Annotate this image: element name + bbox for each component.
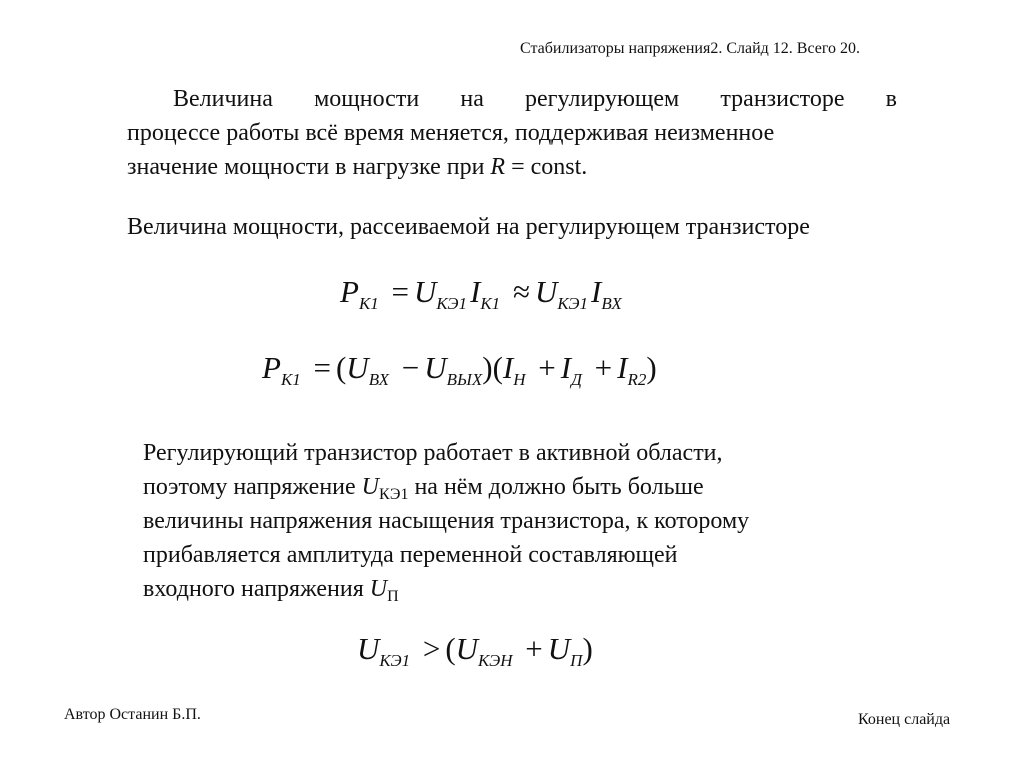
f2-minus: − <box>401 350 420 385</box>
ripple-voltage-variable: U <box>369 576 388 602</box>
f2-P: P <box>262 350 281 385</box>
end-of-slide-label: Конец слайда <box>858 711 951 728</box>
f1-U2-sub: КЭ1 <box>557 294 589 313</box>
f2-eq: = <box>313 350 331 385</box>
voltage-variable: U <box>361 474 380 500</box>
f1-eq: = <box>391 274 409 309</box>
f3-U2: U <box>455 631 479 666</box>
f2-I1-sub: Н <box>513 370 526 389</box>
f3-lparen: ( <box>445 631 456 666</box>
paragraph3-line1: Регулирующий транзистор работает в активной области, <box>143 440 723 466</box>
formula-power-expanded <box>262 348 657 388</box>
f3-U1: U <box>357 631 380 666</box>
paragraph1-line3-end: = const. <box>505 154 588 180</box>
paragraph-dissipated-power: Величина мощности, рассеиваемой на регулирующем транзисторе <box>127 214 810 240</box>
f1-I1-sub: К1 <box>480 294 501 313</box>
f1-U2: U <box>534 274 558 309</box>
ripple-voltage-subscript: П <box>387 588 399 605</box>
f1-U1-sub: КЭ1 <box>436 294 468 313</box>
f2-U1: U <box>346 350 369 385</box>
f2-lparen: ( <box>335 350 347 385</box>
f1-approx: ≈ <box>512 274 530 309</box>
paragraph3-line5-text: входного напряжения <box>143 576 370 602</box>
f2-U2-sub: ВЫХ <box>446 370 483 389</box>
author-label: Автор Останин Б.П. <box>64 706 201 723</box>
paragraph3-line2-end: на нём должно быть больше <box>408 474 704 500</box>
resistance-variable: R <box>490 154 506 180</box>
f3-U3: U <box>547 631 571 666</box>
f2-rparen: ) <box>646 350 657 385</box>
f3-U2-sub: КЭН <box>478 651 513 670</box>
f2-I1: I <box>502 350 514 385</box>
f2-I2-sub: Д <box>571 370 582 389</box>
f1-P-sub: К1 <box>358 294 379 313</box>
f1-U1: U <box>413 274 437 309</box>
f3-plus: + <box>525 631 543 666</box>
f2-I3-sub: R2 <box>627 370 647 389</box>
formula-power-approx <box>340 272 622 312</box>
paragraph3-line3: величины напряжения насыщения транзистора, к которому <box>143 508 750 534</box>
paragraph1-line1: Величина мощности на регулирующем транзисторе в <box>173 86 897 112</box>
f2-I3: I <box>617 350 628 385</box>
paragraph1-line2: процессе работы всё время меняется, поддерживая неизменное <box>127 120 775 146</box>
f2-plus1: + <box>538 350 556 385</box>
paragraph3-line2-text: поэтому напряжение <box>143 474 362 500</box>
formula-voltage-condition <box>357 629 593 669</box>
paragraph-active-region <box>143 436 749 606</box>
paragraph1-line3-text: значение мощности в нагрузке при <box>127 154 491 180</box>
slide-header: Стабилизаторы напряжения2. Слайд 12. Всего 20. <box>520 40 861 57</box>
paragraph3-line4: прибавляется амплитуда переменной составляющей <box>143 542 678 568</box>
paragraph3-line5 <box>143 572 749 606</box>
f1-I2-sub: ВХ <box>601 294 622 313</box>
f2-I2: I <box>560 350 572 385</box>
f2-mid: )( <box>482 350 503 385</box>
paragraph1-line3 <box>127 150 897 184</box>
f1-P: P <box>340 274 359 309</box>
paragraph-power-variation <box>127 82 897 184</box>
f3-rparen: ) <box>582 631 593 666</box>
voltage-subscript: КЭ1 <box>379 486 409 503</box>
f3-U1-sub: КЭ1 <box>379 651 411 670</box>
f2-U2: U <box>424 350 447 385</box>
f2-P-sub: К1 <box>280 370 301 389</box>
paragraph3-line2 <box>143 470 749 504</box>
f2-U1-sub: ВХ <box>368 370 390 389</box>
f2-plus2: + <box>594 350 613 385</box>
f3-gt: > <box>422 631 441 666</box>
f1-I1: I <box>470 274 481 309</box>
f3-U3-sub: П <box>570 651 583 670</box>
f1-I2: I <box>591 274 602 309</box>
